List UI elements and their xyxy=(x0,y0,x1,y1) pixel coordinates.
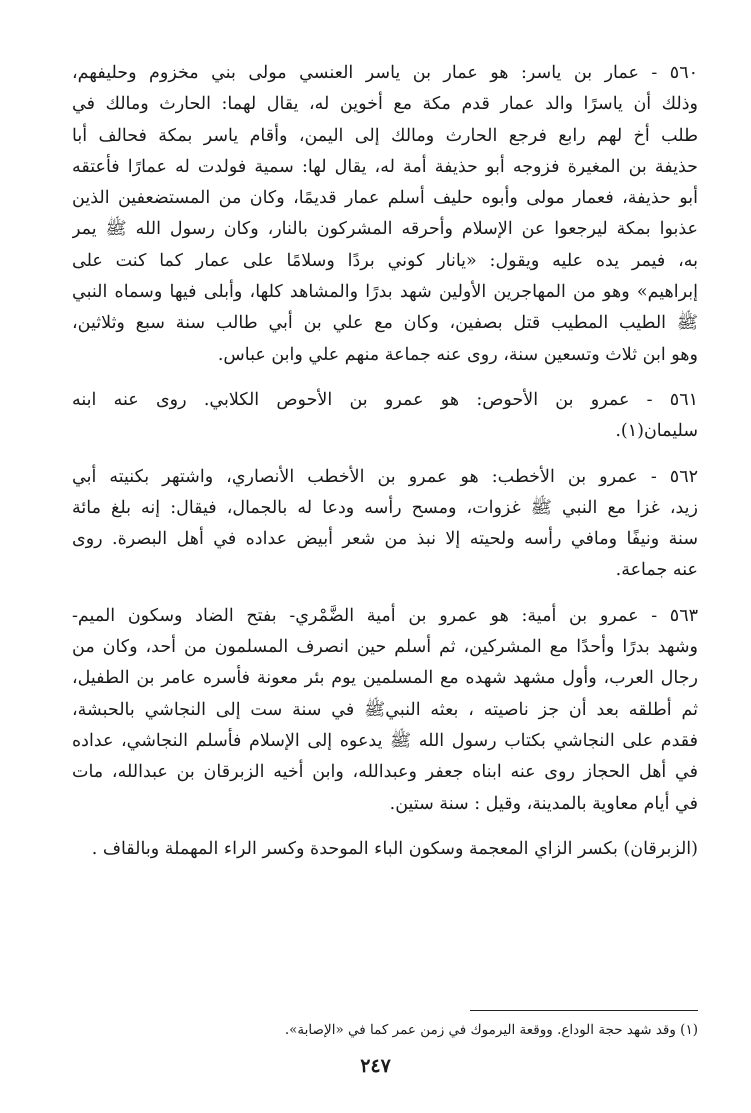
entry-line: عذبوا بمكة ليرجعوا عن الإسلام وأحرقه المشركون بالنار، وكان رسول الله ﷺ يمر xyxy=(72,219,698,240)
entry-line: في أيام معاوية بالمدينة، وقيل : سنة ستين. xyxy=(389,793,698,814)
entry-line: ﷺ الطيب المطيب قتل بصفين، وكان مع علي بن أبي طالب سنة سبع وثلاثين، xyxy=(72,313,698,334)
entry-560 xyxy=(72,58,698,371)
footnote: (١) وقد شهد حجة الوداع. ووقعة اليرموك في زمن عمر كما في «الإصابة». xyxy=(284,1022,698,1038)
entry-line: إبراهيم» وهو من المهاجرين الأولين شهد بدرًا والمشاهد كلها، وأبلى فيها وسماه النبي xyxy=(72,282,698,303)
entry-line: حذيفة بن المغيرة فزوجه أبو حذيفة أمة له، يقال لها: سمية فولدت له عمارًا فأعتقه xyxy=(72,156,698,177)
entry-line: ٥٦٠ - عمار بن ياسر: هو عمار بن ياسر العنسي مولى بني مخزوم وحليفهم، xyxy=(72,63,698,83)
footnote-divider xyxy=(470,1010,698,1011)
entry-line: وهو ابن ثلاث وتسعين سنة، روى عنه جماعة منهم علي وابن عباس. xyxy=(217,344,698,365)
entry-561 xyxy=(72,385,698,448)
entry-line: ٥٦١ - عمرو بن الأحوص: هو عمرو بن الأحوص الكلابي. روى عنه ابنه xyxy=(72,389,698,410)
entry-563 xyxy=(72,601,698,820)
entry-line: فقدم على النجاشي بكتاب رسول الله ﷺ يدعوه إلى الإسلام فأسلم النجاشي، عداده xyxy=(72,730,698,751)
entry-line: به، فيمر يده عليه ويقول: «يانار كوني بردًا وسلامًا على عمار كما كنت على xyxy=(72,250,698,271)
entry-line: في أهل الحجاز روى عنه ابناه جعفر وعبدالله، وابن أخيه الزبرقان بن عبدالله، مات xyxy=(72,762,698,783)
entry-line: عنه جماعة. xyxy=(615,560,698,581)
closing-note-line: (الزبرقان) بكسر الزاي المعجمة وسكون الباء الموحدة وكسر الراء المهملة وبالقاف . xyxy=(91,838,698,859)
entry-line: أبو حذيفة، فعمار مولى وأبوه حليف أسلم عمار قديمًا، وكان من المستضعفين الذين xyxy=(72,188,698,209)
entry-562 xyxy=(72,462,698,587)
entry-line: رجال العرب، وأول مشهد شهده مع المسلمين يوم بئر معونة فأسره عامر بن الطفيل، xyxy=(72,668,698,689)
page-number: ٢٤٧ xyxy=(360,1055,391,1077)
entry-line: وشهد بدرًا وأحدًا مع المشركين، ثم أسلم حين انصرف المسلمون من أحد، وكان من xyxy=(72,637,698,658)
entry-line: سليمان(١). xyxy=(615,421,698,442)
entry-line: ٥٦٣ - عمرو بن أمية: هو عمرو بن أمية الضَّمْري- بفتح الضاد وسكون الميم- xyxy=(72,605,698,626)
entry-line: سنة ونيفًا ومافي رأسه ولحيته إلا نبذ من شعر أبيض عداده في أهل البصرة. روى xyxy=(72,529,698,550)
closing-note xyxy=(72,834,698,865)
entry-line: زيد، غزا مع النبي ﷺ غزوات، ومسح رأسه ودعا له بالجمال، فيقال: إنه بلغ مائة xyxy=(72,497,698,518)
entry-line: ثم أطلقه بعد أن جز ناصيته ، بعثه النبيﷺ في سنة ست إلى النجاشي بالحبشة، xyxy=(72,699,698,720)
entry-line: وذلك أن ياسرًا والد عمار قدم مكة مع أخوين له، يقال لهما: الحارث ومالك في xyxy=(72,94,698,115)
entry-line: ٥٦٢ - عمرو بن الأخطب: هو عمرو بن الأخطب الأنصاري، واشتهر بكنيته أبي xyxy=(72,466,698,487)
page-body xyxy=(72,58,698,879)
entry-line: طلب أخ لهم رابع فرجع الحارث ومالك إلى اليمن، وأقام ياسر بمكة فحالف أبا xyxy=(72,125,698,146)
